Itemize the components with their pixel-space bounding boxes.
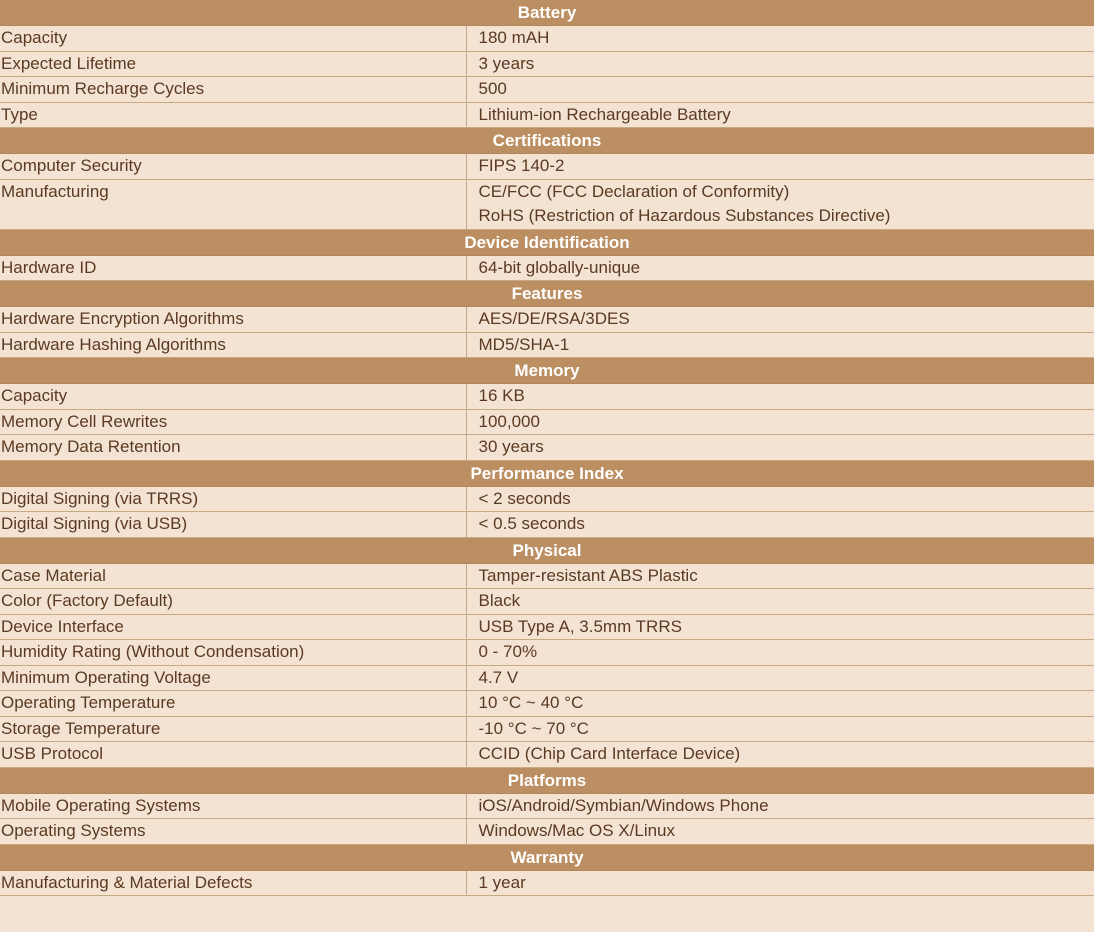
spec-value: 30 years	[478, 437, 544, 456]
section-title: Device Identification	[0, 229, 1094, 255]
spec-value-cell	[466, 102, 1094, 128]
spec-value-cell	[466, 51, 1094, 77]
spec-label: Manufacturing & Material Defects	[0, 870, 466, 896]
spec-value-cell	[466, 640, 1094, 666]
spec-label: Color (Factory Default)	[0, 589, 466, 615]
spec-value: 100,000	[478, 411, 540, 431]
spec-value-cell	[466, 589, 1094, 615]
spec-label: Operating Systems	[0, 819, 466, 845]
spec-value-cell	[466, 435, 1094, 461]
spec-row	[0, 563, 1094, 589]
section-header-row	[0, 460, 1094, 486]
spec-label: Digital Signing (via TRRS)	[0, 486, 466, 512]
spec-row	[0, 384, 1094, 410]
spec-row	[0, 179, 1094, 229]
spec-value: 4.7 V	[478, 667, 519, 687]
section-header-row	[0, 0, 1094, 26]
spec-value-cell	[466, 384, 1094, 410]
spec-label: Hardware ID	[0, 255, 466, 281]
spec-value-cell	[466, 255, 1094, 281]
spec-label: Capacity	[0, 384, 466, 410]
spec-value-cell	[466, 716, 1094, 742]
spec-label: USB Protocol	[0, 742, 466, 768]
section-title: Platforms	[0, 767, 1094, 793]
spec-value-cell	[466, 691, 1094, 717]
spec-row	[0, 640, 1094, 666]
spec-row	[0, 435, 1094, 461]
spec-value: MD5/SHA-1	[478, 334, 570, 354]
spec-value: 10 °C ~ 40 °C	[478, 693, 584, 712]
spec-row	[0, 870, 1094, 896]
section-title: Features	[0, 281, 1094, 307]
spec-value-cell	[466, 332, 1094, 358]
spec-value-cell	[466, 870, 1094, 896]
spec-value: iOS/Android/Symbian/Windows Phone	[478, 795, 769, 815]
spec-value-cell	[466, 793, 1094, 819]
section-title: Memory	[0, 358, 1094, 384]
spec-row	[0, 486, 1094, 512]
spec-value: -10 °C ~ 70 °C	[478, 718, 589, 738]
spec-label: Minimum Operating Voltage	[0, 665, 466, 691]
section-header-row	[0, 844, 1094, 870]
spec-row	[0, 154, 1094, 180]
spec-value: 3 years	[478, 53, 535, 73]
spec-value-cell	[466, 563, 1094, 589]
spec-row	[0, 77, 1094, 103]
spec-label: Humidity Rating (Without Condensation)	[0, 640, 466, 666]
section-title: Physical	[0, 537, 1094, 563]
section-title: Warranty	[0, 844, 1094, 870]
spec-label: Mobile Operating Systems	[0, 793, 466, 819]
section-header-row	[0, 281, 1094, 307]
spec-row	[0, 307, 1094, 333]
spec-value-cell	[466, 665, 1094, 691]
spec-value: Black	[478, 591, 521, 610]
spec-value-cell	[466, 742, 1094, 768]
spec-value: 0 - 70%	[478, 642, 538, 661]
spec-row	[0, 614, 1094, 640]
spec-row	[0, 665, 1094, 691]
spec-value: 1 year	[478, 872, 526, 892]
spec-value-cell	[466, 77, 1094, 103]
spec-value: RoHS (Restriction of Hazardous Substances Directive)	[478, 206, 891, 225]
section-title: Certifications	[0, 128, 1094, 154]
spec-row	[0, 716, 1094, 742]
spec-row	[0, 102, 1094, 128]
spec-row	[0, 51, 1094, 77]
spec-value: < 2 seconds	[478, 488, 571, 508]
section-header-row	[0, 767, 1094, 793]
spec-value-cell	[466, 26, 1094, 52]
spec-value: 500	[478, 79, 507, 98]
spec-row	[0, 691, 1094, 717]
spec-value: USB Type A, 3.5mm TRRS	[478, 616, 682, 636]
spec-label: Hardware Encryption Algorithms	[0, 307, 466, 333]
section-header-row	[0, 358, 1094, 384]
spec-row	[0, 589, 1094, 615]
spec-label: Minimum Recharge Cycles	[0, 77, 466, 103]
spec-label: Memory Cell Rewrites	[0, 409, 466, 435]
spec-label: Operating Temperature	[0, 691, 466, 717]
section-header-row	[0, 229, 1094, 255]
spec-value-cell	[466, 307, 1094, 333]
spec-value: 180 mAH	[478, 28, 550, 47]
spec-label: Capacity	[0, 26, 466, 52]
spec-row	[0, 26, 1094, 52]
section-header-row	[0, 128, 1094, 154]
spec-label: Device Interface	[0, 614, 466, 640]
spec-row	[0, 819, 1094, 845]
spec-value: Lithium-ion Rechargeable Battery	[478, 104, 731, 124]
spec-value-cell	[466, 512, 1094, 538]
spec-value-cell	[466, 614, 1094, 640]
spec-row	[0, 332, 1094, 358]
spec-value: Windows/Mac OS X/Linux	[478, 821, 676, 840]
spec-label: Memory Data Retention	[0, 435, 466, 461]
spec-value: 16 KB	[478, 386, 525, 405]
spec-label: Type	[0, 102, 466, 128]
spec-value: 64-bit globally-unique	[478, 257, 641, 277]
spec-label: Digital Signing (via USB)	[0, 512, 466, 538]
spec-value-cell	[466, 179, 1094, 229]
spec-value: CE/FCC (FCC Declaration of Conformity)	[478, 181, 790, 201]
spec-value: < 0.5 seconds	[478, 514, 585, 533]
spec-label: Hardware Hashing Algorithms	[0, 332, 466, 358]
spec-row	[0, 255, 1094, 281]
section-header-row	[0, 537, 1094, 563]
spec-label: Manufacturing	[0, 179, 466, 229]
spec-row	[0, 512, 1094, 538]
section-title: Performance Index	[0, 460, 1094, 486]
spec-label: Case Material	[0, 563, 466, 589]
spec-value-cell	[466, 409, 1094, 435]
spec-row	[0, 409, 1094, 435]
spec-value-cell	[466, 819, 1094, 845]
spec-value: AES/DE/RSA/3DES	[478, 309, 630, 328]
spec-value-cell	[466, 486, 1094, 512]
spec-row	[0, 793, 1094, 819]
spec-value: Tamper-resistant ABS Plastic	[478, 565, 698, 585]
spec-label: Expected Lifetime	[0, 51, 466, 77]
spec-value: FIPS 140-2	[478, 156, 565, 175]
spec-value: CCID (Chip Card Interface Device)	[478, 744, 741, 763]
spec-label: Storage Temperature	[0, 716, 466, 742]
section-title: Battery	[0, 0, 1094, 26]
spec-row	[0, 742, 1094, 768]
spec-value-cell	[466, 154, 1094, 180]
spec-label: Computer Security	[0, 154, 466, 180]
